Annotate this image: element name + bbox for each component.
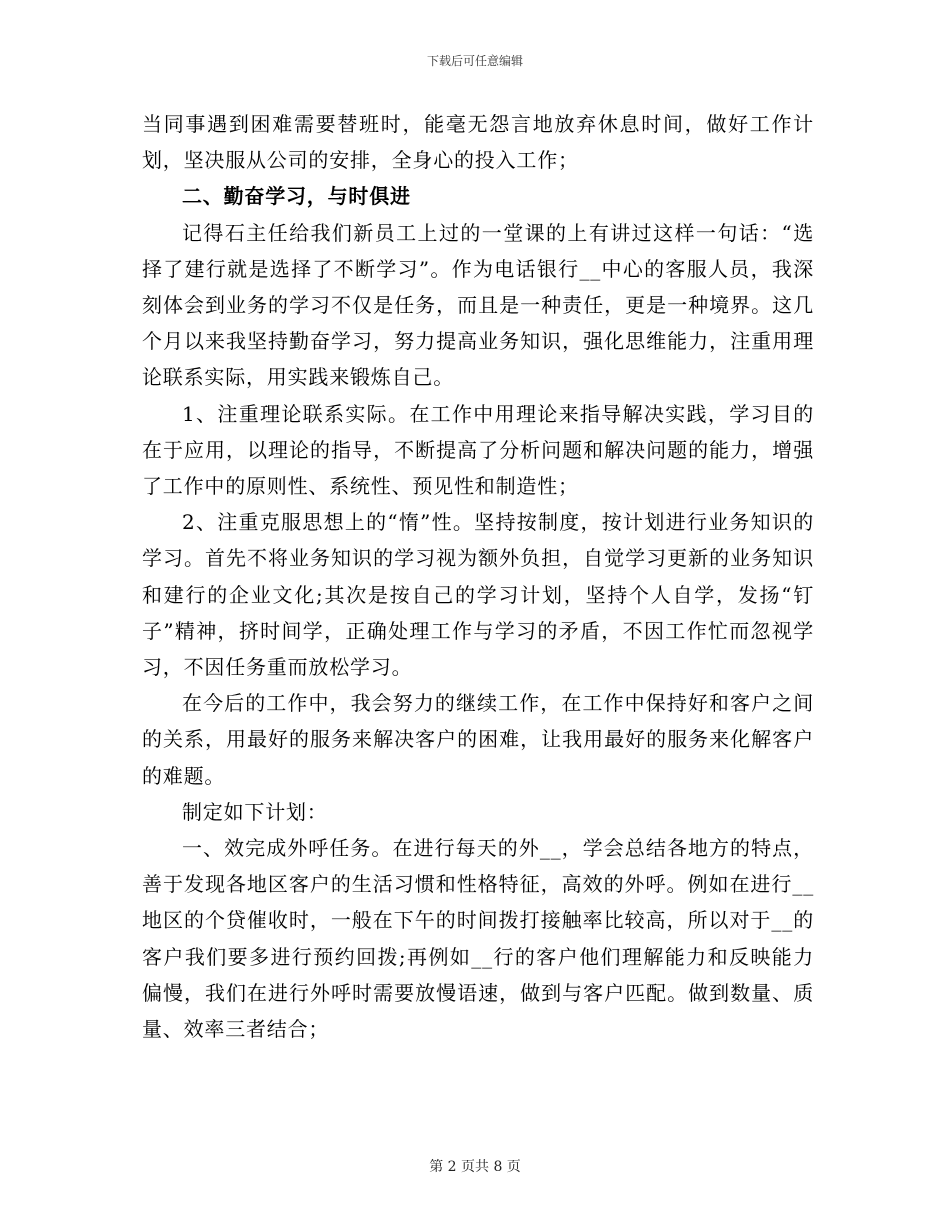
- paragraph-theory-practice: 1、注重理论联系实际。在工作中用理论来指导解决实践，学习目的在于应用，以理论的指导，不断提高了分析问题和解决问题的能力，增强了工作中的原则性、系统性、预见性和制造性；: [142, 401, 814, 499]
- page-number: 第 2 页共 8 页: [429, 1159, 521, 1175]
- paragraph-continued: 当同事遇到困难需要替班时，能毫无怨言地放弃休息时间，做好工作计划，坚决服从公司的安排，全身心的投入工作；: [142, 112, 814, 173]
- paragraph-future-work: 在今后的工作中，我会努力的继续工作，在工作中保持好和客户之间的关系，用最好的服务来解决客户的困难，让我用最好的服务来化解客户的难题。: [142, 691, 814, 788]
- section-heading-study: 二、勤奋学习，与时俱进: [182, 184, 411, 209]
- paragraph-plan-intro: 制定如下计划：: [182, 799, 328, 824]
- paragraph-overcome-laziness: 2、注重克服思想上的“惰”性。坚持按制度，按计划进行业务知识的学习。首先不将业务知识的学习视为额外负担，自觉学习更新的业务知识和建行的企业文化;其次是按自己的学习计划，坚持个人自学，发扬“钉子”精神，挤时间学，正确处理工作与学习的矛盾，不因工作忙而忽视学习，不因任务重而放松学习。: [142, 510, 814, 680]
- page-header: 下载后可任意编辑: [426, 54, 523, 68]
- paragraph-plan-item-1: 一、效完成外呼任务。在进行每天的外__，学会总结各地方的特点，善于发现各地区客户的生活习惯和性格特征，高效的外呼。例如在进行__地区的个贷催收时，一般在下午的时间拨打接触率比较高，所以对于__的客户我们要多进行预约回拨;再例如__行的客户他们理解能力和反映能力偏慢，我们在进行外呼时需要放慢语速，做到与客户匹配。做到数量、质量、效率三者结合；: [142, 836, 814, 1042]
- document-body: [142, 106, 814, 1047]
- paragraph-study-intro: 记得石主任给我们新员工上过的一堂课的上有讲过这样一句话：“选择了建行就是选择了不断学习”。作为电话银行__中心的客服人员，我深刻体会到业务的学习不仅是任务，而且是一种责任，更是一种境界。这几个月以来我坚持勤奋学习，努力提高业务知识，强化思维能力，注重用理论联系实际，用实践来锻炼自己。: [142, 220, 814, 390]
